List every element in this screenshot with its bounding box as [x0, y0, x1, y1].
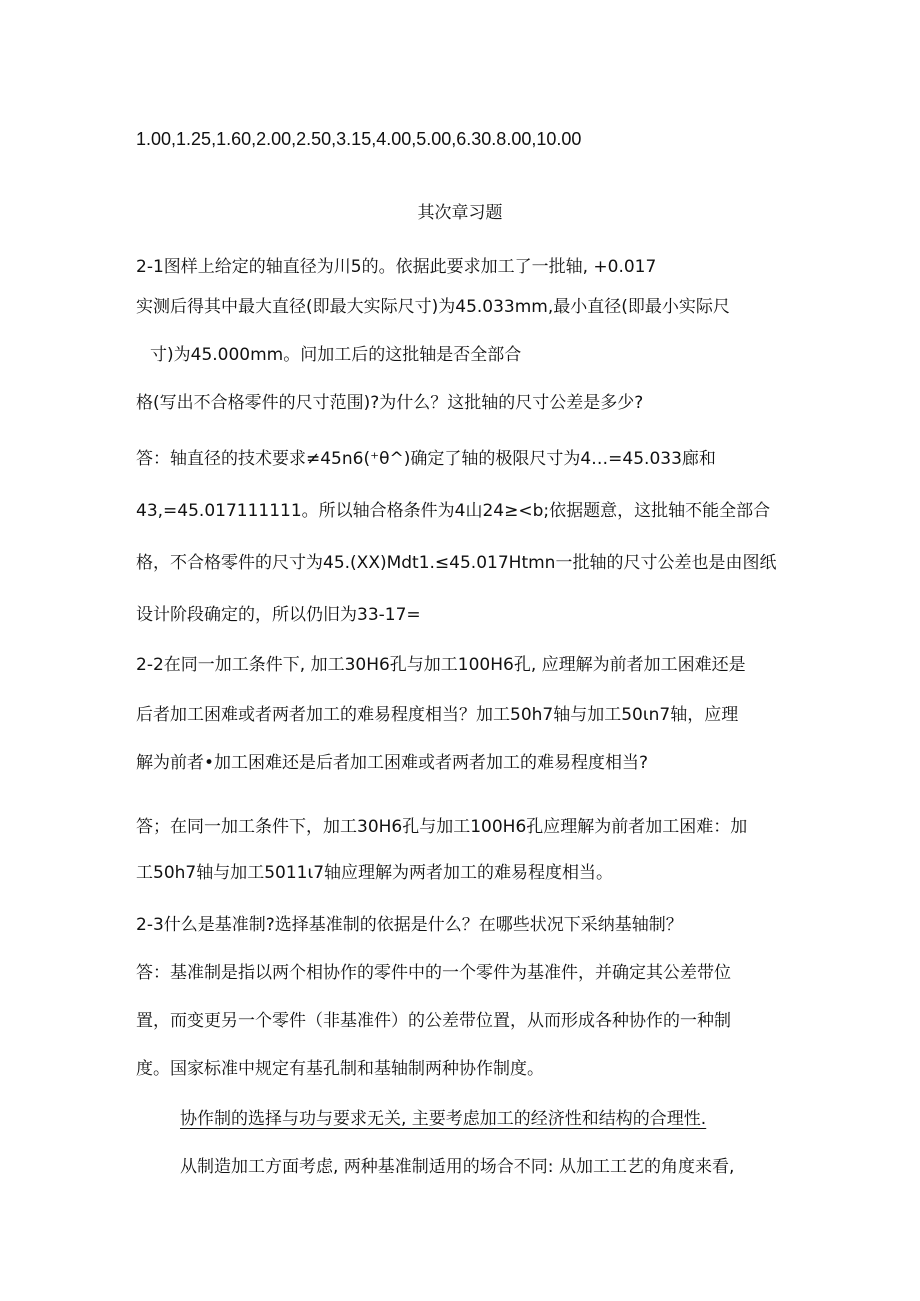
number-series-line: 1.00,1.25,1.60,2.00,2.50,3.15,4.00,5.00,6.30.8.00,10.00 [136, 129, 582, 149]
question-2-3-line-1: 2-3什么是基准制?选择基准制的依据是什么？在哪些状况下采纳基轴制？ [136, 915, 683, 935]
question-2-2-line-2: 后者加工困难或者两者加工的难易程度相当？加工50h7轴与加工50ιn7轴，应理 [136, 705, 739, 725]
question-2-1-line-2: 实测后得其中最大直径(即最大实际尺寸)为45.033mm,最小直径(即最小实际尺 [136, 297, 730, 317]
question-2-1-line-1: 2-1图样上给定的轴直径为川5的。依据此要求加工了一批轴, +0.017 [136, 257, 657, 277]
paragraph-line: 从制造加工方面考虑, 两种基准制适用的场合不同: 从加工工艺的角度来看, [180, 1157, 735, 1177]
question-2-2-line-3: 解为前者•加工困难还是后者加工困难或者两者加工的难易程度相当? [136, 753, 649, 773]
answer-2-2-line-2: 工50h7轴与加工5011ι7轴应理解为两者加工的难易程度相当。 [136, 863, 614, 883]
question-2-1-line-4: 格(写出不合格零件的尺寸范围)?为什么？这批轴的尺寸公差是多少? [136, 393, 644, 413]
question-2-1-line-3: 寸)为45.000mm。问加工后的这批轴是否全部合 [150, 345, 522, 365]
answer-2-3-line-1: 答：基准制是指以两个相协作的零件中的一个零件为基准件，并确定其公差带位 [136, 963, 731, 983]
answer-2-3-line-3: 度。国家标准中规定有基孔制和基轴制两种协作制度。 [136, 1059, 544, 1079]
answer-2-1-line-1: 答：轴直径的技术要求≠45n6(⁺θ^)确定了轴的极限尺寸为4…=45.033廊和 [136, 449, 716, 469]
question-2-2-line-1: 2-2在同一加工条件下, 加工30H6孔与加工100H6孔, 应理解为前者加工困难还是 [136, 655, 746, 675]
underlined-paragraph: 协作制的选择与功与要求无关, 主要考虑加工的经济性和结构的合理性. [180, 1109, 707, 1129]
answer-2-2-line-1: 答；在同一加工条件下，加工30H6孔与加工100H6孔应理解为前者加工困难：加 [136, 817, 748, 837]
answer-2-1-line-3: 格，不合格零件的尺寸为45.(XX)Mdt1.≤45.017Htmn一批轴的尺寸公差也是由图纸 [136, 553, 777, 573]
answer-2-1-line-2: 43,=45.017111111。所以轴合格条件为4山24≥<b;依据题意，这批轴不能全部合 [136, 501, 771, 521]
chapter-title: 其次章习题 [417, 203, 503, 223]
answer-2-3-line-2: 置，而变更另一个零件（非基准件）的公差带位置，从而形成各种协作的一种制 [136, 1011, 731, 1031]
answer-2-1-line-4: 设计阶段确定的，所以仍旧为33-17= [136, 605, 421, 625]
